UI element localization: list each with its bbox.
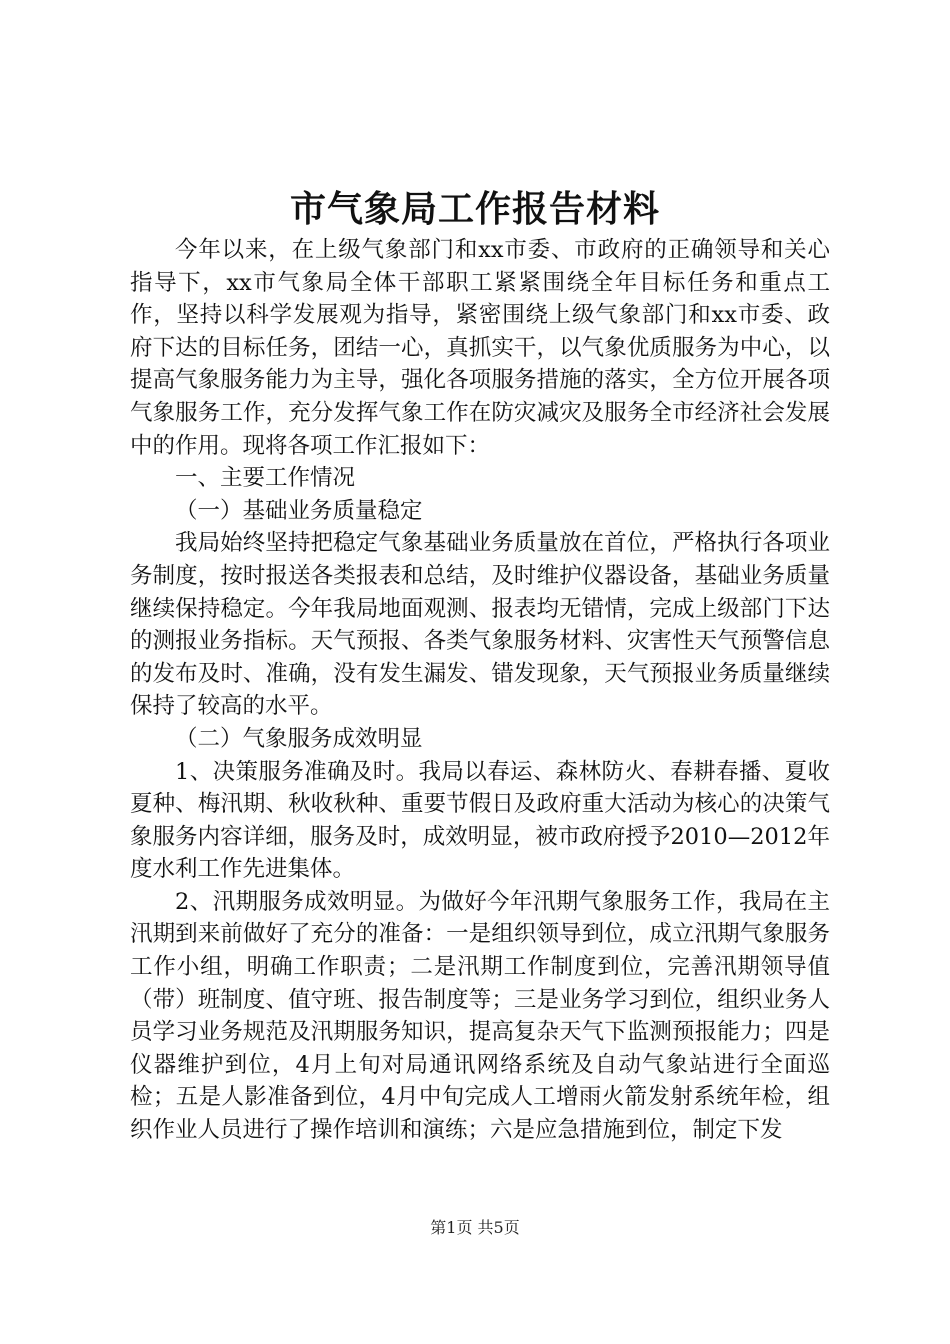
intro-paragraph: 今年以来，在上级气象部门和xx市委、市政府的正确领导和关心指导下，xx市气象局全体干部职工紧紧围绕全年目标任务和重点工作，坚持以科学发展观为指导，紧密围绕上级气象部门和xx市委、政府下达的目标任务，团结一心，真抓实干，以气象优质服务为中心，以提高气象服务能力为主导，强化各项服务措施的落实，全方位开展各项气象服务工作，充分发挥气象工作在防灾减灾及服务全市经济社会发展中的作用。现将各项工作汇报如下：: [130, 237, 830, 459]
subsection-heading-basic-business: （一）基础业务质量稳定: [175, 497, 423, 524]
section-heading-main-work: 一、主要工作情况: [175, 465, 356, 492]
document-title: 市气象局工作报告材料: [289, 188, 660, 230]
document-body: [130, 234, 830, 1147]
basic-business-paragraph: 我局始终坚持把稳定气象基础业务质量放在首位，严格执行各项业务制度，按时报送各类报表和总结，及时维护仪器设备，基础业务质量继续保持稳定。今年我局地面观测、报表均无错情，完成上级部门下达的测报业务指标。天气预报、各类气象服务材料、灾害性天气预警信息的发布及时、准确，没有发生漏发、错发现象，天气预报业务质量继续保持了较高的水平。: [130, 530, 830, 720]
decision-service-paragraph: 1、决策服务准确及时。我局以春运、森林防火、春耕春播、夏收夏种、梅汛期、秋收秋种、重要节假日及政府重大活动为核心的决策气象服务内容详细，服务及时，成效明显，被市政府授予2010—2012年度水利工作先进集体。: [130, 758, 830, 883]
flood-season-paragraph: 2、汛期服务成效明显。为做好今年汛期气象服务工作，我局在主汛期到来前做好了充分的准备：一是组织领导到位，成立汛期气象服务工作小组，明确工作职责；二是汛期工作制度到位，完善汛期领导值（带）班制度、值守班、报告制度等；三是业务学习到位，组织业务人员学习业务规范及汛期服务知识，提高复杂天气下监测预报能力；四是仪器维护到位，4月上旬对局通讯网络系统及自动气象站进行全面巡检；五是人影准备到位，4月中旬完成人工增雨火箭发射系统年检，组织作业人员进行了操作培训和演练；六是应急措施到位，制定下发: [130, 888, 830, 1144]
page-footer: 第1页 共5页: [430, 1218, 520, 1237]
subsection-heading-weather-service: （二）气象服务成效明显: [175, 725, 423, 752]
